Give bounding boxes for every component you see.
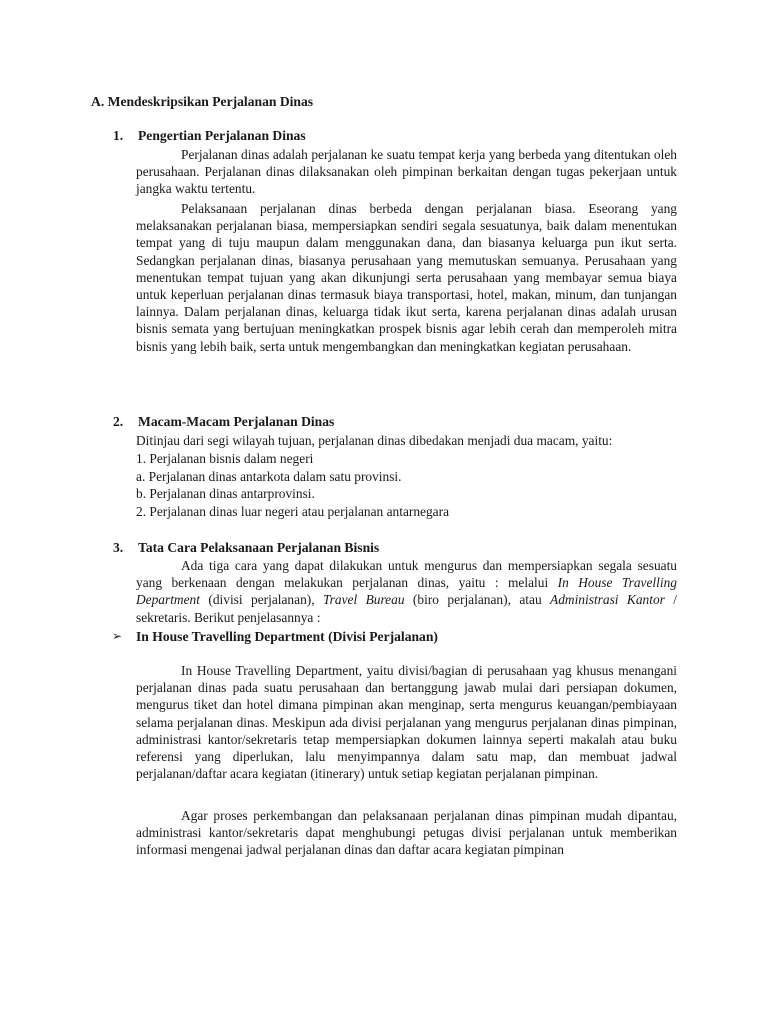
arrow-bullet-icon: ➢: [112, 629, 123, 643]
section-3-intro-term-1: In House Travelling Department: [136, 575, 677, 608]
section-2-item-1: 1. Perjalanan bisnis dalam negeri: [136, 451, 314, 466]
section-3-intro-part-3: (biro perjalanan), atau: [404, 592, 551, 608]
section-3-intro-part-2: (divisi perjalanan),: [199, 592, 323, 608]
section-1-paragraph-1: Perjalanan dinas adalah perjalanan ke suatu tempat kerja yang berbeda yang ditentukan oleh perusahaan. Perjalanan dinas dilaksanakan oleh pimpinan berkaitan dengan tugas pekerjaan untuk jangka waktu tertentu.: [136, 147, 677, 197]
section-1-title-text: Pengertian Perjalanan Dinas: [138, 128, 306, 143]
section-3-intro-term-2: Travel Bureau: [322, 592, 405, 608]
section-3-title-text: Tata Cara Pelaksanaan Perjalanan Bisnis: [138, 540, 380, 555]
subsection-title: In House Travelling Department (Divisi Perjalanan): [136, 629, 438, 644]
subsection-paragraph-1: In House Travelling Department, yaitu divisi/bagian di perusahaan yag khusus menangani perjalanan dinas pada suatu perusahaan dan bertanggung jawab mulai dari persiapan dokumen, mengurus tiket dan hotel dimana pimpinan akan menginap, serta mengurus keuangan/pembiayaan selama perjalanan dinas. Meskipun ada divisi perjalanan yang mengurus perjalanan dinas pimpinan, administrasi kantor/sekretaris tetap mempersiapkan dokumen lainnya seperti makalah atau buku referensi yang diperlukan, lalu menyimpannya dalam satu map, dan membuat jadwal perjalanan/daftar acara kegiatan (itinerary) untuk setiap kegiatan perjalanan pimpinan.: [136, 663, 677, 782]
section-2-item-4: 2. Perjalanan dinas luar negeri atau perjalanan antarnegara: [136, 504, 450, 519]
section-1-paragraph-2: Pelaksanaan perjalanan dinas berbeda dengan perjalanan biasa. Eseorang yang melaksanakan perjalanan biasa, mempersiapkan sendiri segala sesuatunya, baik dalam menentukan tempat yang di tuju maupun dalam menggunakan dana, dan biasanya keluarga pun ikut serta. Sedangkan perjalanan dinas, biasanya perusahaan yang memutuskan semuanya. Perusahaan yang menentukan tempat tujuan yang akan dikunjungi serta perusahaan yang membayar semua biaya untuk keperluan perjalanan dinas termasuk biaya transportasi, hotel, makan, minum, dan tunjangan lainnya. Dalam perjalanan dinas, keluarga tidak ikut serta, karena perjalanan dinas adalah urusan bisnis semata yang bertujuan meningkatkan prospek bisnis agar lebih cerah dan memperoleh mitra bisnis yang lebih baik, serta untuk mengembangkan dan meningkatkan kegiatan perusahaan.: [136, 201, 677, 354]
section-3-intro-term-3: Administrasi Kantor: [550, 592, 665, 608]
section-3-title: [113, 540, 379, 556]
section-3-number: 3.: [113, 540, 124, 555]
section-3-intro-part-1: Ada tiga cara yang dapat dilakukan untuk mengurus dan mempersiapkan segala sesuatu yang berkenaan dengan melakukan perjalanan dinas, yaitu : melalui: [136, 558, 677, 591]
section-2-intro: Ditinjau dari segi wilayah tujuan, perjalanan dinas dibedakan menjadi dua macam, yaitu:: [136, 433, 613, 448]
document-heading: A. Mendeskripsikan Perjalanan Dinas: [91, 94, 314, 109]
section-2-title: [113, 414, 334, 430]
section-2-item-3: b. Perjalanan dinas antarprovinsi.: [136, 486, 315, 501]
section-3-intro: [136, 557, 677, 626]
subsection-paragraph-2: Agar proses perkembangan dan pelaksanaan perjalanan dinas pimpinan mudah dipantau, administrasi kantor/sekretaris dapat menghubungi petugas divisi perjalanan untuk memberikan informasi mengenai jadwal perjalanan dinas dan daftar acara kegiatan pimpinan: [136, 808, 677, 858]
section-1-title: [113, 128, 306, 144]
section-2-item-2: a. Perjalanan dinas antarkota dalam satu provinsi.: [136, 469, 402, 484]
section-1-number: 1.: [113, 128, 124, 143]
section-2-title-text: Macam-Macam Perjalanan Dinas: [138, 414, 335, 429]
section-3-intro-part-4: / sekretaris. Berikut penjelasannya :: [136, 592, 677, 625]
section-2-number: 2.: [113, 414, 124, 429]
